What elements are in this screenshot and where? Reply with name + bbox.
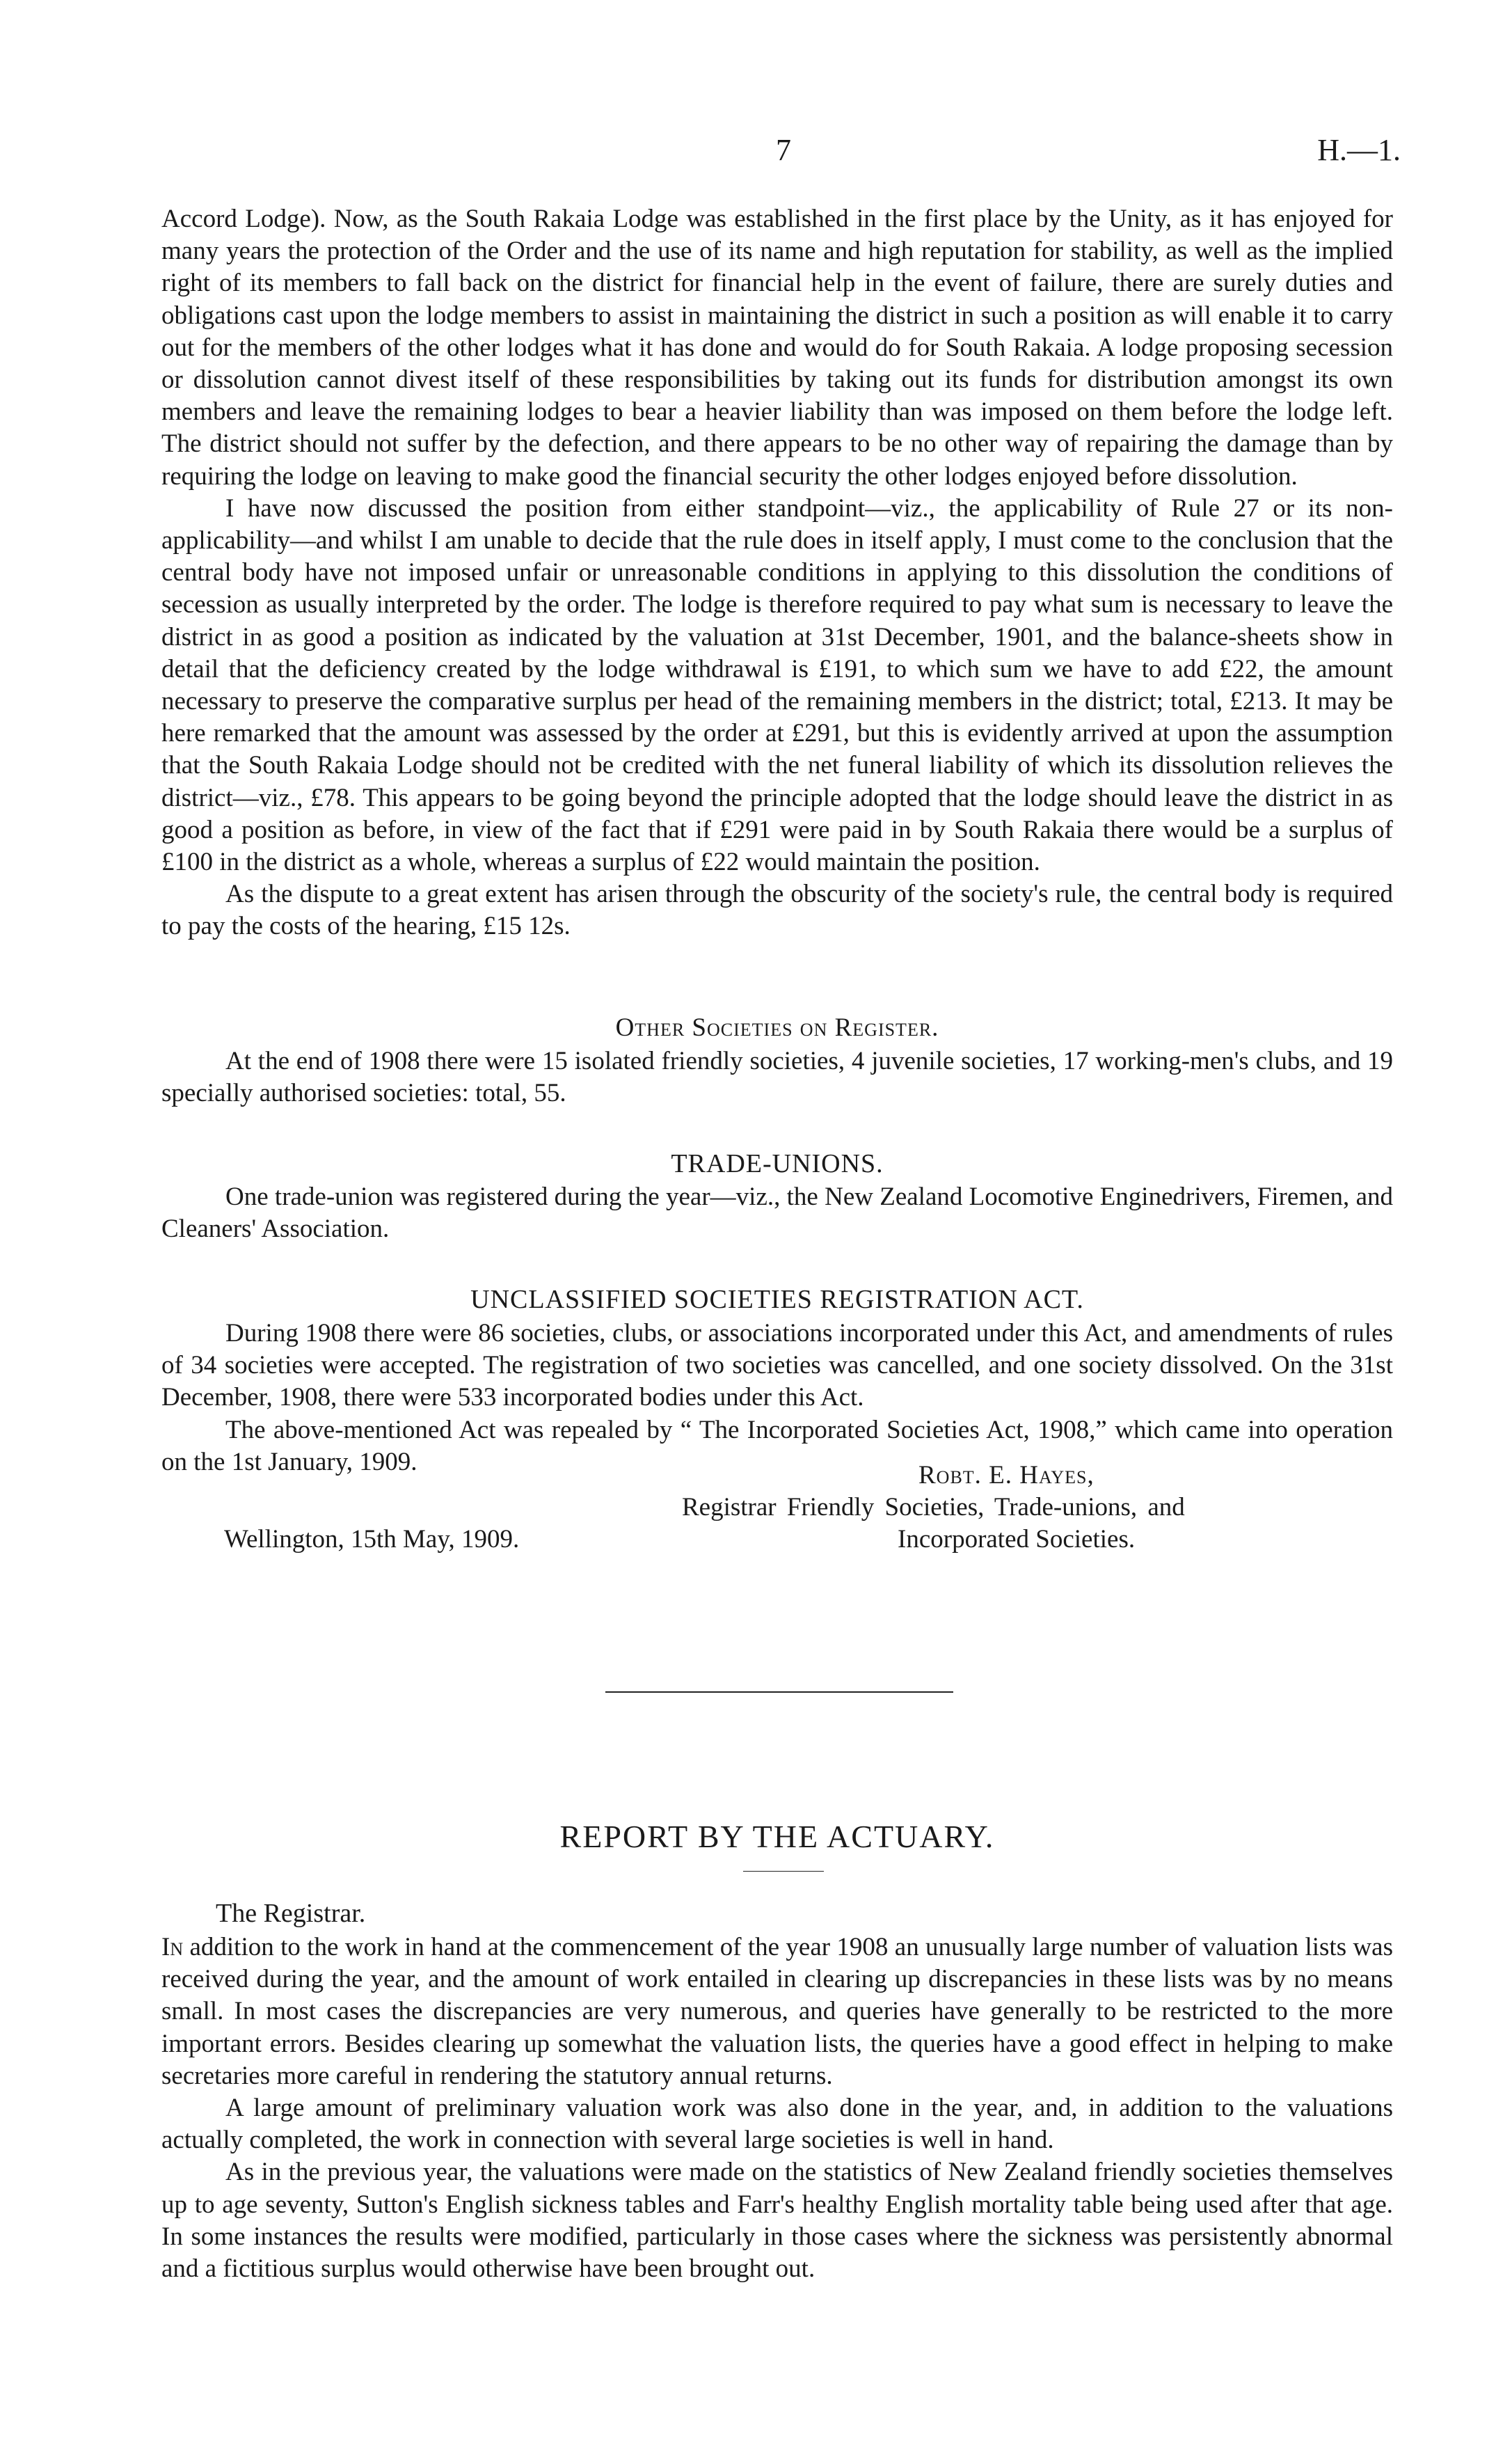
section-divider [605,1691,953,1693]
heading-trade-unions: TRADE-UNIONS. [671,1149,884,1178]
paragraph: I have now discussed the position from either standpoint—viz., the applicability of Rule 27 or its non-applicability—and whilst I am unable to decide that the rule does in itself apply, I must come to the conclusion that the central body have not imposed unfair or unreasonable conditions in applying to this dissolution the conditions of secession as usually interpreted by the order. The lodge is therefore required to pay what sum is necessary to leave the district in as good a position as indicated by the valuation at 31st December, 1901, and the balance-sheets show in detail that the deficiency created by the lodge withdrawal is £191, to which sum we have to add £22, the amount necessary to preserve the comparative surplus per head of the remaining members in the district; total, £213. It may be here remarked that the amount was assessed by the order at £291, but this is evidently arrived at upon the assumption that the South Rakaia Lodge should not be credited with the net funeral liability of which its dissolution relieves the district—viz., £78. This appears to be going beyond the principle adopted that the lodge should leave the district in as good a position as before, in view of the fact that if £291 were paid in by South Rakaia there would be a surplus of £100 in the district as a whole, whereas a surplus of £22 would maintain the position. [161,493,1393,877]
page-number: 7 [776,133,791,167]
paragraph-text: addition to the work in hand at the commencement of the year 1908 an unusually large number of valuation lists was received during the year, and the amount of work entailed in clearing up discrepancies in these lists was by no means small. In most cases the discrepancies are very numerous, and queries have generally to be restricted to the more important errors. Besides clearing up somewhat the valuation lists, the queries have a good effect in helping to make secretaries more careful in rendering the statutory annual returns. [161,1933,1393,2090]
section-actuary-report [161,1931,1393,2285]
paragraph: At the end of 1908 there were 15 isolated friendly societies, 4 juvenile societies, 17 working-men's clubs, and 19 specially authorised societies: total, 55. [161,1047,1393,1108]
signature-title: Registrar Friendly Societies, Trade-unions, and [682,1493,1185,1522]
paragraph [161,1931,1393,2092]
section-other-societies [161,1045,1393,1109]
signature-name: Robt. E. Hayes, [918,1461,1095,1489]
section-unclassified-societies [161,1318,1393,1478]
signature-title-continued: Incorporated Societies. [898,1525,1136,1554]
heading-underline [743,1871,824,1872]
heading-report-by-actuary: REPORT BY THE ACTUARY. [559,1819,995,1854]
heading-unclassified-societies: UNCLASSIFIED SOCIETIES REGISTRATION ACT. [470,1285,1084,1314]
place-and-date: Wellington, 15th May, 1909. [224,1525,520,1554]
section-trade-unions [161,1181,1393,1245]
paragraph: The above-mentioned Act was repealed by “ The Incorporated Societies Act, 1908,” which came into operation on the 1st January, 1909. [161,1415,1393,1476]
section-lodge-dissolution [161,203,1393,943]
heading-other-societies: Other Societies on Register. [615,1013,939,1042]
paragraph: One trade-union was registered during the year—viz., the New Zealand Locomotive Enginedrivers, Firemen, and Cleaners' Association. [161,1183,1393,1244]
document-reference: H.—1. [1317,133,1401,167]
paragraph: Accord Lodge). Now, as the South Rakaia Lodge was established in the first place by the Unity, as it has enjoyed for many years the protection of the Order and the use of its name and high reputation for stability, as well as the implied right of its members to fall back on the district for financial help in the event of failure, there are surely duties and obligations cast upon the lodge members to assist in maintaining the district in such a position as will enable it to carry out for the members of the other lodges what it has done and would do for South Rakaia. A lodge proposing secession or dissolution cannot divest itself of these responsibilities by taking out its funds for distribution amongst its own members and leave the remaining lodges to bear a heavier liability than was imposed on them before the lodge left. The district should not suffer by the defection, and there appears to be no other way of repairing the damage than by requiring the lodge on leaving to make good the financial security the other lodges enjoyed before dissolution. [161,205,1393,491]
drop-word: In [161,1933,184,1961]
page-header [0,132,1512,174]
paragraph: During 1908 there were 86 societies, clubs, or associations incorporated under this Act, and amendments of rules of 34 societies were accepted. The registration of two societies was cancelled, and one society dissolved. On the 31st December, 1908, there were 533 incorporated bodies under this Act. [161,1319,1393,1412]
paragraph: As in the previous year, the valuations were made on the statistics of New Zealand friendly societies themselves up to age seventy, Sutton's English sickness tables and Farr's healthy English mortality table being used after that age. In some instances the results were modified, particularly in those cases where the sickness was persistently abnormal and a fictitious surplus would otherwise have been brought out. [161,2158,1393,2284]
addressee: The Registrar. [216,1899,366,1928]
paragraph: As the dispute to a great extent has arisen through the obscurity of the society's rule, the central body is required to pay the costs of the hearing, £15 12s. [161,880,1393,941]
paragraph: A large amount of preliminary valuation work was also done in the year, and, in addition to the valuations actually completed, the work in connection with several large societies is well in hand. [161,2094,1393,2155]
